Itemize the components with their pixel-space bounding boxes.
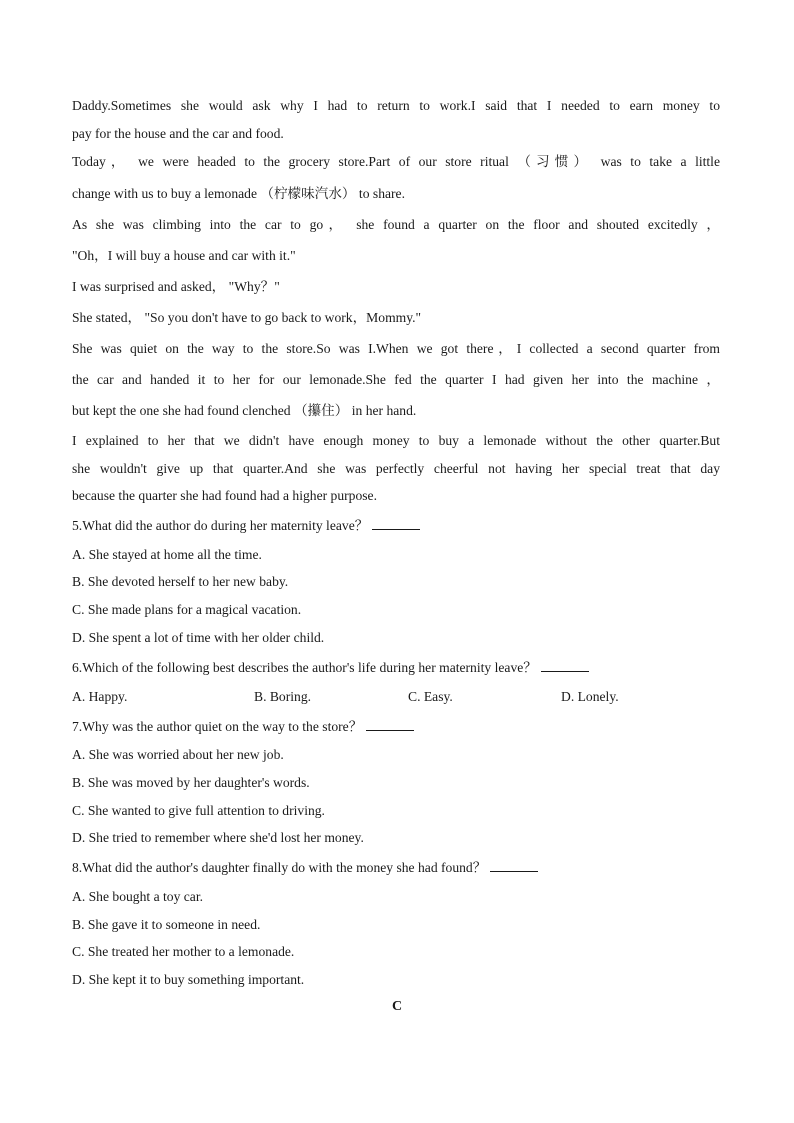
passage-line: I was surprised and asked， "Why？" bbox=[72, 279, 280, 294]
passage-line: the car and handed it to her for our lemonade.She fed the quarter I had given her into the machine ， bbox=[72, 372, 720, 387]
question-8-option-d: D. She kept it to buy something important. bbox=[72, 972, 305, 987]
question-6-stem bbox=[72, 659, 589, 676]
question-5-option-d: D. She spent a lot of time with her older child. bbox=[72, 630, 325, 645]
passage-line: Daddy.Sometimes she would ask why I had to return to work.I said that I needed to earn money to bbox=[72, 98, 720, 113]
question-stem-text: 5.What did the author do during her maternity leave？ bbox=[72, 518, 369, 533]
question-7-option-d: D. She tried to remember where she'd lost her money. bbox=[72, 830, 364, 845]
question-8-option-b: B. She gave it to someone in need. bbox=[72, 917, 261, 932]
question-6-option-d: D. Lonely. bbox=[561, 689, 619, 704]
answer-blank[interactable] bbox=[490, 859, 538, 872]
question-stem-text: 7.Why was the author quiet on the way to the store？ bbox=[72, 719, 363, 734]
question-8-option-a: A. She bought a toy car. bbox=[72, 889, 204, 904]
passage-line: change with us to buy a lemonade （柠檬味汽水） to share. bbox=[72, 186, 405, 201]
question-5-option-c: C. She made plans for a magical vacation. bbox=[72, 602, 302, 617]
question-8-option-c: C. She treated her mother to a lemonade. bbox=[72, 944, 295, 959]
question-7-option-a: A. She was worried about her new job. bbox=[72, 747, 284, 762]
passage-line: because the quarter she had found had a higher purpose. bbox=[72, 488, 377, 503]
passage-line: As she was climbing into the car to go， she found a quarter on the floor and shouted excitedly ， bbox=[72, 217, 720, 232]
question-7-option-b: B. She was moved by her daughter's words. bbox=[72, 775, 310, 790]
question-5-option-a: A. She stayed at home all the time. bbox=[72, 547, 262, 562]
passage-line: She stated， "So you don't have to go back to work，Mommy." bbox=[72, 310, 422, 325]
passage-line: she wouldn't give up that quarter.And she was perfectly cheerful not having her special treat that day bbox=[72, 461, 720, 476]
question-6-option-c: C. Easy. bbox=[408, 689, 453, 704]
question-stem-text: 8.What did the author's daughter finally do with the money she had found？ bbox=[72, 860, 487, 875]
question-6-option-a: A. Happy. bbox=[72, 689, 128, 704]
answer-blank[interactable] bbox=[366, 718, 414, 731]
answer-blank[interactable] bbox=[372, 517, 420, 530]
question-5-option-b: B. She devoted herself to her new baby. bbox=[72, 574, 289, 589]
question-8-stem bbox=[72, 859, 538, 876]
question-7-option-c: C. She wanted to give full attention to driving. bbox=[72, 803, 325, 818]
passage-line: "Oh，I will buy a house and car with it." bbox=[72, 248, 296, 263]
passage-line: She was quiet on the way to the store.So was I.When we got there，I collected a second quarter from bbox=[72, 341, 720, 356]
question-5-stem bbox=[72, 517, 420, 534]
passage-line: but kept the one she had found clenched （攥住） in her hand. bbox=[72, 403, 417, 418]
section-label: C bbox=[391, 999, 403, 1014]
passage-line: Today， we were headed to the grocery store.Part of our store ritual （习惯） was to take a little bbox=[72, 154, 720, 169]
passage-line: I explained to her that we didn't have enough money to buy a lemonade without the other quarter.But bbox=[72, 433, 720, 448]
question-7-stem bbox=[72, 718, 414, 735]
question-6-option-b: B. Boring. bbox=[254, 689, 312, 704]
passage-line: pay for the house and the car and food. bbox=[72, 126, 284, 141]
question-stem-text: 6.Which of the following best describes the author's life during her maternity leave？ bbox=[72, 660, 537, 675]
answer-blank[interactable] bbox=[541, 659, 589, 672]
